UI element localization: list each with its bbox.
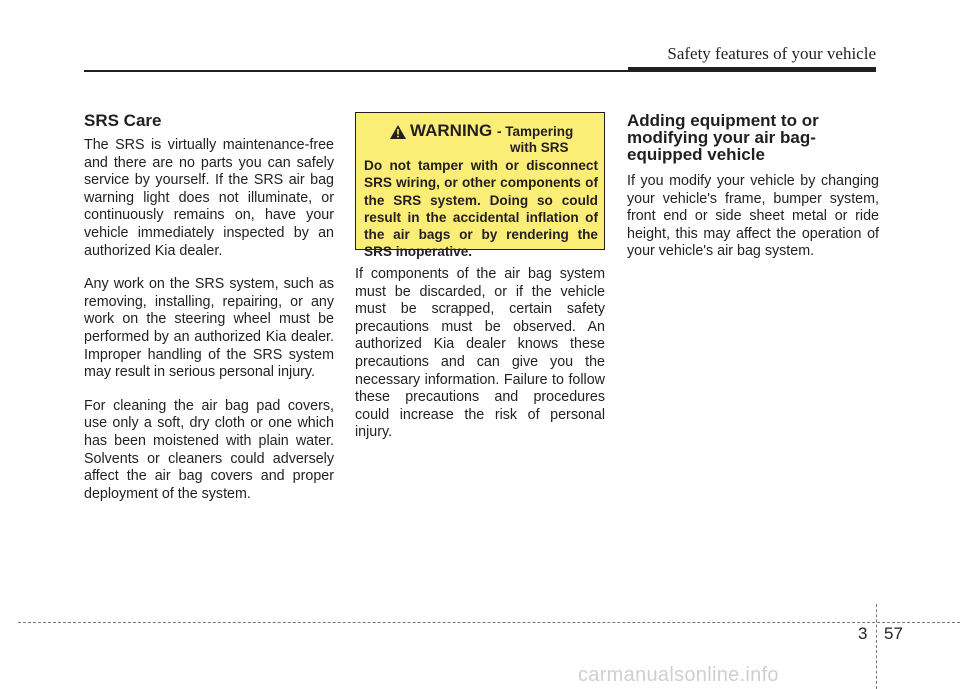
header-rule-tab — [628, 67, 876, 72]
warning-header — [364, 121, 598, 157]
footer-divider — [876, 604, 877, 689]
paragraph: If components of the air bag system must be discarded, or if the vehicle must be scrapped, certain safety precautions must be observed. An authorized Kia dealer knows these precautions and can give you the necessary information. Failure to follow these precautions and procedures could increase the risk of personal injury. — [355, 266, 605, 441]
warning-subtitle-line2: with SRS — [510, 140, 569, 155]
column-warning — [355, 112, 605, 458]
section-heading-srs-care: SRS Care — [84, 111, 162, 130]
column-srs-care — [84, 112, 334, 519]
chapter-number: 3 — [858, 624, 868, 643]
footer-rule — [18, 622, 960, 623]
paragraph: For cleaning the air bag pad covers, use only a soft, dry cloth or one which has been moistened with plain water. Solvents or cleaners could adversely affect the air bag covers and proper deployment of the system. — [84, 397, 334, 502]
paragraph: Any work on the SRS system, such as removing, installing, repairing, or any work on the steering wheel must be performed by an authorized Kia dealer. Improper handling of the SRS system may result in serious personal injury. — [84, 276, 334, 381]
warning-triangle-icon — [390, 125, 406, 139]
warning-subtitle-line1: - Tampering — [497, 124, 574, 139]
warning-box — [355, 112, 605, 260]
section-heading-adding-equipment: Adding equipment to or modifying your air bag-equipped vehicle — [627, 111, 819, 164]
watermark: carmanualsonline.info — [578, 664, 779, 686]
paragraph: The SRS is virtually maintenance-free and there are no parts you can safely service by yourself. If the SRS air bag warning light does not illuminate, or continuously remains on, have your vehicle immediately inspected by an authorized Kia dealer. — [84, 137, 334, 259]
column-adding-equipment — [627, 112, 879, 277]
warning-subtitle — [497, 124, 597, 156]
warning-label: WARNING — [410, 121, 493, 140]
paragraph: If you modify your vehicle by changing your vehicle's frame, bumper system, front end or side sheet metal or ride height, this may affect the operation of your vehicle's air bag system. — [627, 173, 879, 260]
warning-body: Do not tamper with or disconnect SRS wiring, or other components of the SRS system. Doing so could result in the accidental inflation of the air bags or by rendering the SRS inoperative. — [364, 158, 598, 260]
header-title: Safety features of your vehicle — [667, 44, 876, 63]
page-number: 57 — [884, 624, 903, 643]
